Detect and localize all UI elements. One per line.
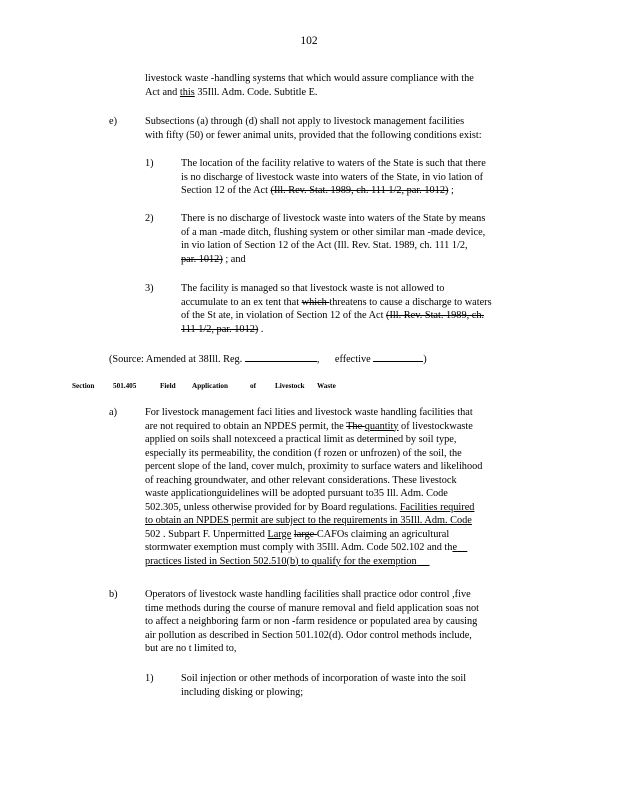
item-b1-text: Soil injection or other methods of incorporation of waste into the soil including disking or plowing; [181,673,467,698]
item-label-e3: 3) [145,283,154,294]
item-label-e1: 1) [145,158,154,169]
subsection-label-a: a) [109,407,117,418]
subsection-label-b: b) [109,589,118,600]
item-e1-text: The location of the facility relative to waters of the State is such that there is no discharge of livestock waste into waters of the State, in vio lation of Section 12 of the Act (Ill. Rev. Stat. 1989, ch. 111 1/2, par. 1012) ; [181,158,486,196]
reg-blank [245,350,317,362]
intro-paragraph [145,72,474,99]
page-number: 102 [300,35,318,47]
subsection-e-text: Subsections (a) through (d) shall not apply to livestock management facilities with fifty (50) or fewer animal units, provided that the following conditions exist: [145,116,482,141]
subsection-b-text: Operators of livestock waste handling facilities shall practice odor control ,five time methods during the course of manure removal and field application soas not to affect a neighboring farm or non -farm residence or populated area by causing air pollution as described in Section 501.102(d). Odor control methods include, but are no t limited to, [145,589,479,654]
item-label-e2: 2) [145,213,154,224]
intro-line: Act and this 35Ill. Adm. Code. Subtitle E. [145,86,318,98]
subsection-label-e: e) [109,116,117,127]
subsection-a-text: For livestock management faci lities and livestock waste handling facilities that are not required to obtain an NPDES permit, the The quantity of livestockwaste applied on soils shall notexceed a practical limit as determined by soil type, especially its permeability, the condition (f rozen or unfrozen) of the soil, the percent slope of the land, cover mulch, proximity to surface waters and likelihood of reaching groundwater, and other relevant considerations. These livestock waste applicationguidelines will be adopted pursuant to35 Ill. Adm. Code 502.305, unless otherwise provided for by Board regulations. Facilities required to obtain an NPDES permit are subject to the requirements in 35Ill. Adm. Code 502 . Subpart F. Unpermitted Large large CAFOs claiming an agricultural stormwater exemption must comply with 35Ill. Adm. Code 502.102 and the practices listed in Section 502.510(b) to qualify for the exemption [145,407,483,567]
item-e3-text: The facility is managed so that livestock waste is not allowed to accumulate to an ex tent that which threatens to cause a discharge to waters of the St ate, in violation of Section 12 of the Act (Ill. Rev. Stat. 1989, ch. 111 1/2, par. 1012) . [181,283,492,335]
struck-citation: (Ill. Rev. Stat. 1989, ch. 111 1/2, par. 1012) [270,185,449,196]
struck-citation: par. 1012) [181,253,223,265]
item-e2-text: There is no discharge of livestock waste into waters of the State by means of a man -made ditch, flushing system or other similar man -made device, in vio lation of Section 12 of the Act (Ill. Rev. Stat. 1989, ch. 111 1/2, par. 1012) ; and [181,213,486,265]
effective-blank [373,350,423,362]
item-label-b1: 1) [145,673,154,684]
source-note: (Source: Amended at 38Ill. Reg. , effective ) [109,350,427,367]
intro-line: livestock waste -handling systems that which would assure compliance with the [145,73,474,84]
